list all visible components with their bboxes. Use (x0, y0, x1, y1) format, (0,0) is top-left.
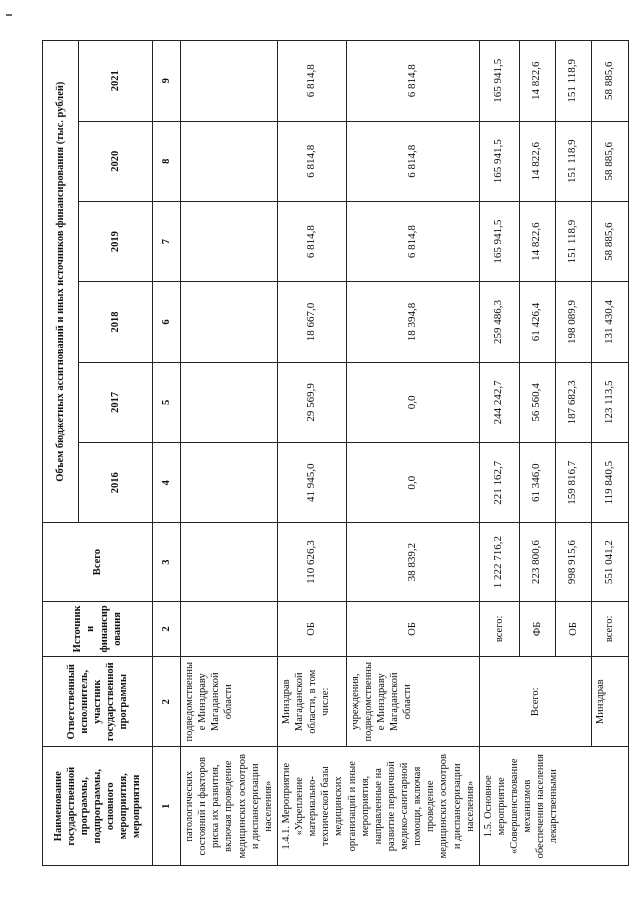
value-cell (181, 201, 278, 281)
value-cell: 14 822,6 (519, 201, 555, 281)
column-index: 2 (153, 601, 181, 656)
column-index: 6 (153, 282, 181, 362)
value-cell (181, 121, 278, 201)
value-cell: 29 569,9 (277, 362, 346, 442)
column-index: 2 (153, 657, 181, 747)
row-responsible: учреждения, подведомственны е Минздраву Магаданской области (346, 657, 479, 747)
header-year: 2021 (79, 41, 153, 122)
header-year: 2020 (79, 121, 153, 201)
value-cell: 6 814,8 (346, 41, 479, 122)
value-cell: 58 885,6 (591, 201, 628, 281)
value-cell (181, 41, 278, 122)
header-year: 2018 (79, 282, 153, 362)
row-name: 1.4.1. Мероприятие «Укрепление материально-технической базы медицинских организаций и иные мероприятия, направленные на развитие первичной медико-санитарной помощи, включая проведение медицинских осмотров и диспансеризации населения» (277, 747, 479, 866)
row-name: 1.5. Основное мероприятие «Совершенствование механизмов обеспечения населения лекарственными (479, 747, 628, 866)
value-cell (181, 443, 278, 523)
table-row (346, 41, 479, 866)
row-source: всего: (479, 601, 519, 656)
row-source: ФБ (519, 601, 555, 656)
row-source: ОБ (346, 601, 479, 656)
rotated-table-container (42, 40, 616, 866)
value-cell: 119 840,5 (591, 443, 628, 523)
value-cell: 165 941,5 (479, 201, 519, 281)
value-cell: 61 346,0 (519, 443, 555, 523)
table-row (479, 41, 519, 866)
value-cell: 187 682,3 (555, 362, 591, 442)
value-cell: 41 945,0 (277, 443, 346, 523)
value-cell: 259 486,3 (479, 282, 519, 362)
column-index: 3 (153, 523, 181, 601)
row-responsible: Всего: (479, 657, 591, 747)
page-corner-mark (6, 14, 12, 16)
value-cell: 6 814,8 (346, 201, 479, 281)
row-source: всего: (591, 601, 628, 656)
value-cell: 38 839,2 (346, 523, 479, 601)
column-index: 8 (153, 121, 181, 201)
column-index: 5 (153, 362, 181, 442)
value-cell: 56 560,4 (519, 362, 555, 442)
row-source: ОБ (277, 601, 346, 656)
value-cell: 6 814,8 (277, 121, 346, 201)
value-cell: 151 118,9 (555, 201, 591, 281)
row-responsible: подведомственны е Минздраву Магаданской области (181, 657, 278, 747)
header-source: Источник и финансир ования (43, 601, 153, 656)
row-source: ОБ (555, 601, 591, 656)
value-cell: 131 430,4 (591, 282, 628, 362)
row-name: патологических состояний и факторов риска их развития, включая проведение медицинских осмотров и диспансеризации населения» (181, 747, 278, 866)
value-cell: 998 915,6 (555, 523, 591, 601)
row-source (181, 601, 278, 656)
value-cell: 6 814,8 (346, 121, 479, 201)
column-index-row (153, 41, 181, 866)
header-total: Всего (43, 523, 153, 601)
value-cell: 1 222 716,2 (479, 523, 519, 601)
value-cell: 18 667,0 (277, 282, 346, 362)
value-cell: 151 118,9 (555, 121, 591, 201)
value-cell: 6 814,8 (277, 201, 346, 281)
header-row (43, 41, 79, 866)
value-cell: 18 394,8 (346, 282, 479, 362)
value-cell: 123 113,5 (591, 362, 628, 442)
header-year: 2019 (79, 201, 153, 281)
header-financing: Объем бюджетных ассигнований и иных источников финансирования (тыс. рублей) (43, 41, 79, 523)
column-index: 9 (153, 41, 181, 122)
value-cell: 198 089,9 (555, 282, 591, 362)
header-year: 2016 (79, 443, 153, 523)
value-cell: 223 800,6 (519, 523, 555, 601)
row-responsible: Минздрав Магаданской области, в том числе: (277, 657, 346, 747)
value-cell: 14 822,6 (519, 121, 555, 201)
column-index: 4 (153, 443, 181, 523)
table-row (591, 41, 628, 866)
value-cell: 0,0 (346, 362, 479, 442)
value-cell: 151 118,9 (555, 41, 591, 122)
value-cell: 165 941,5 (479, 121, 519, 201)
value-cell: 165 941,5 (479, 41, 519, 122)
value-cell: 14 822,6 (519, 41, 555, 122)
value-cell: 551 041,2 (591, 523, 628, 601)
value-cell: 58 885,6 (591, 121, 628, 201)
value-cell (181, 282, 278, 362)
value-cell (181, 362, 278, 442)
table-row (277, 41, 346, 866)
row-responsible: Минздрав (591, 657, 628, 747)
value-cell: 110 626,3 (277, 523, 346, 601)
value-cell: 0,0 (346, 443, 479, 523)
column-index: 1 (153, 747, 181, 866)
value-cell: 221 162,7 (479, 443, 519, 523)
value-cell: 61 426,4 (519, 282, 555, 362)
header-name: Наименование государственной программы, подпрограммы, основного мероприятия, мероприятия (43, 747, 153, 866)
value-cell (181, 523, 278, 601)
value-cell: 159 816,7 (555, 443, 591, 523)
column-index: 7 (153, 201, 181, 281)
value-cell: 6 814,8 (277, 41, 346, 122)
value-cell: 244 242,7 (479, 362, 519, 442)
financing-table (42, 40, 629, 866)
table-row (181, 41, 278, 866)
header-year: 2017 (79, 362, 153, 442)
header-responsible: Ответственный исполнитель, участник государственной программы (43, 657, 153, 747)
value-cell: 58 885,6 (591, 41, 628, 122)
